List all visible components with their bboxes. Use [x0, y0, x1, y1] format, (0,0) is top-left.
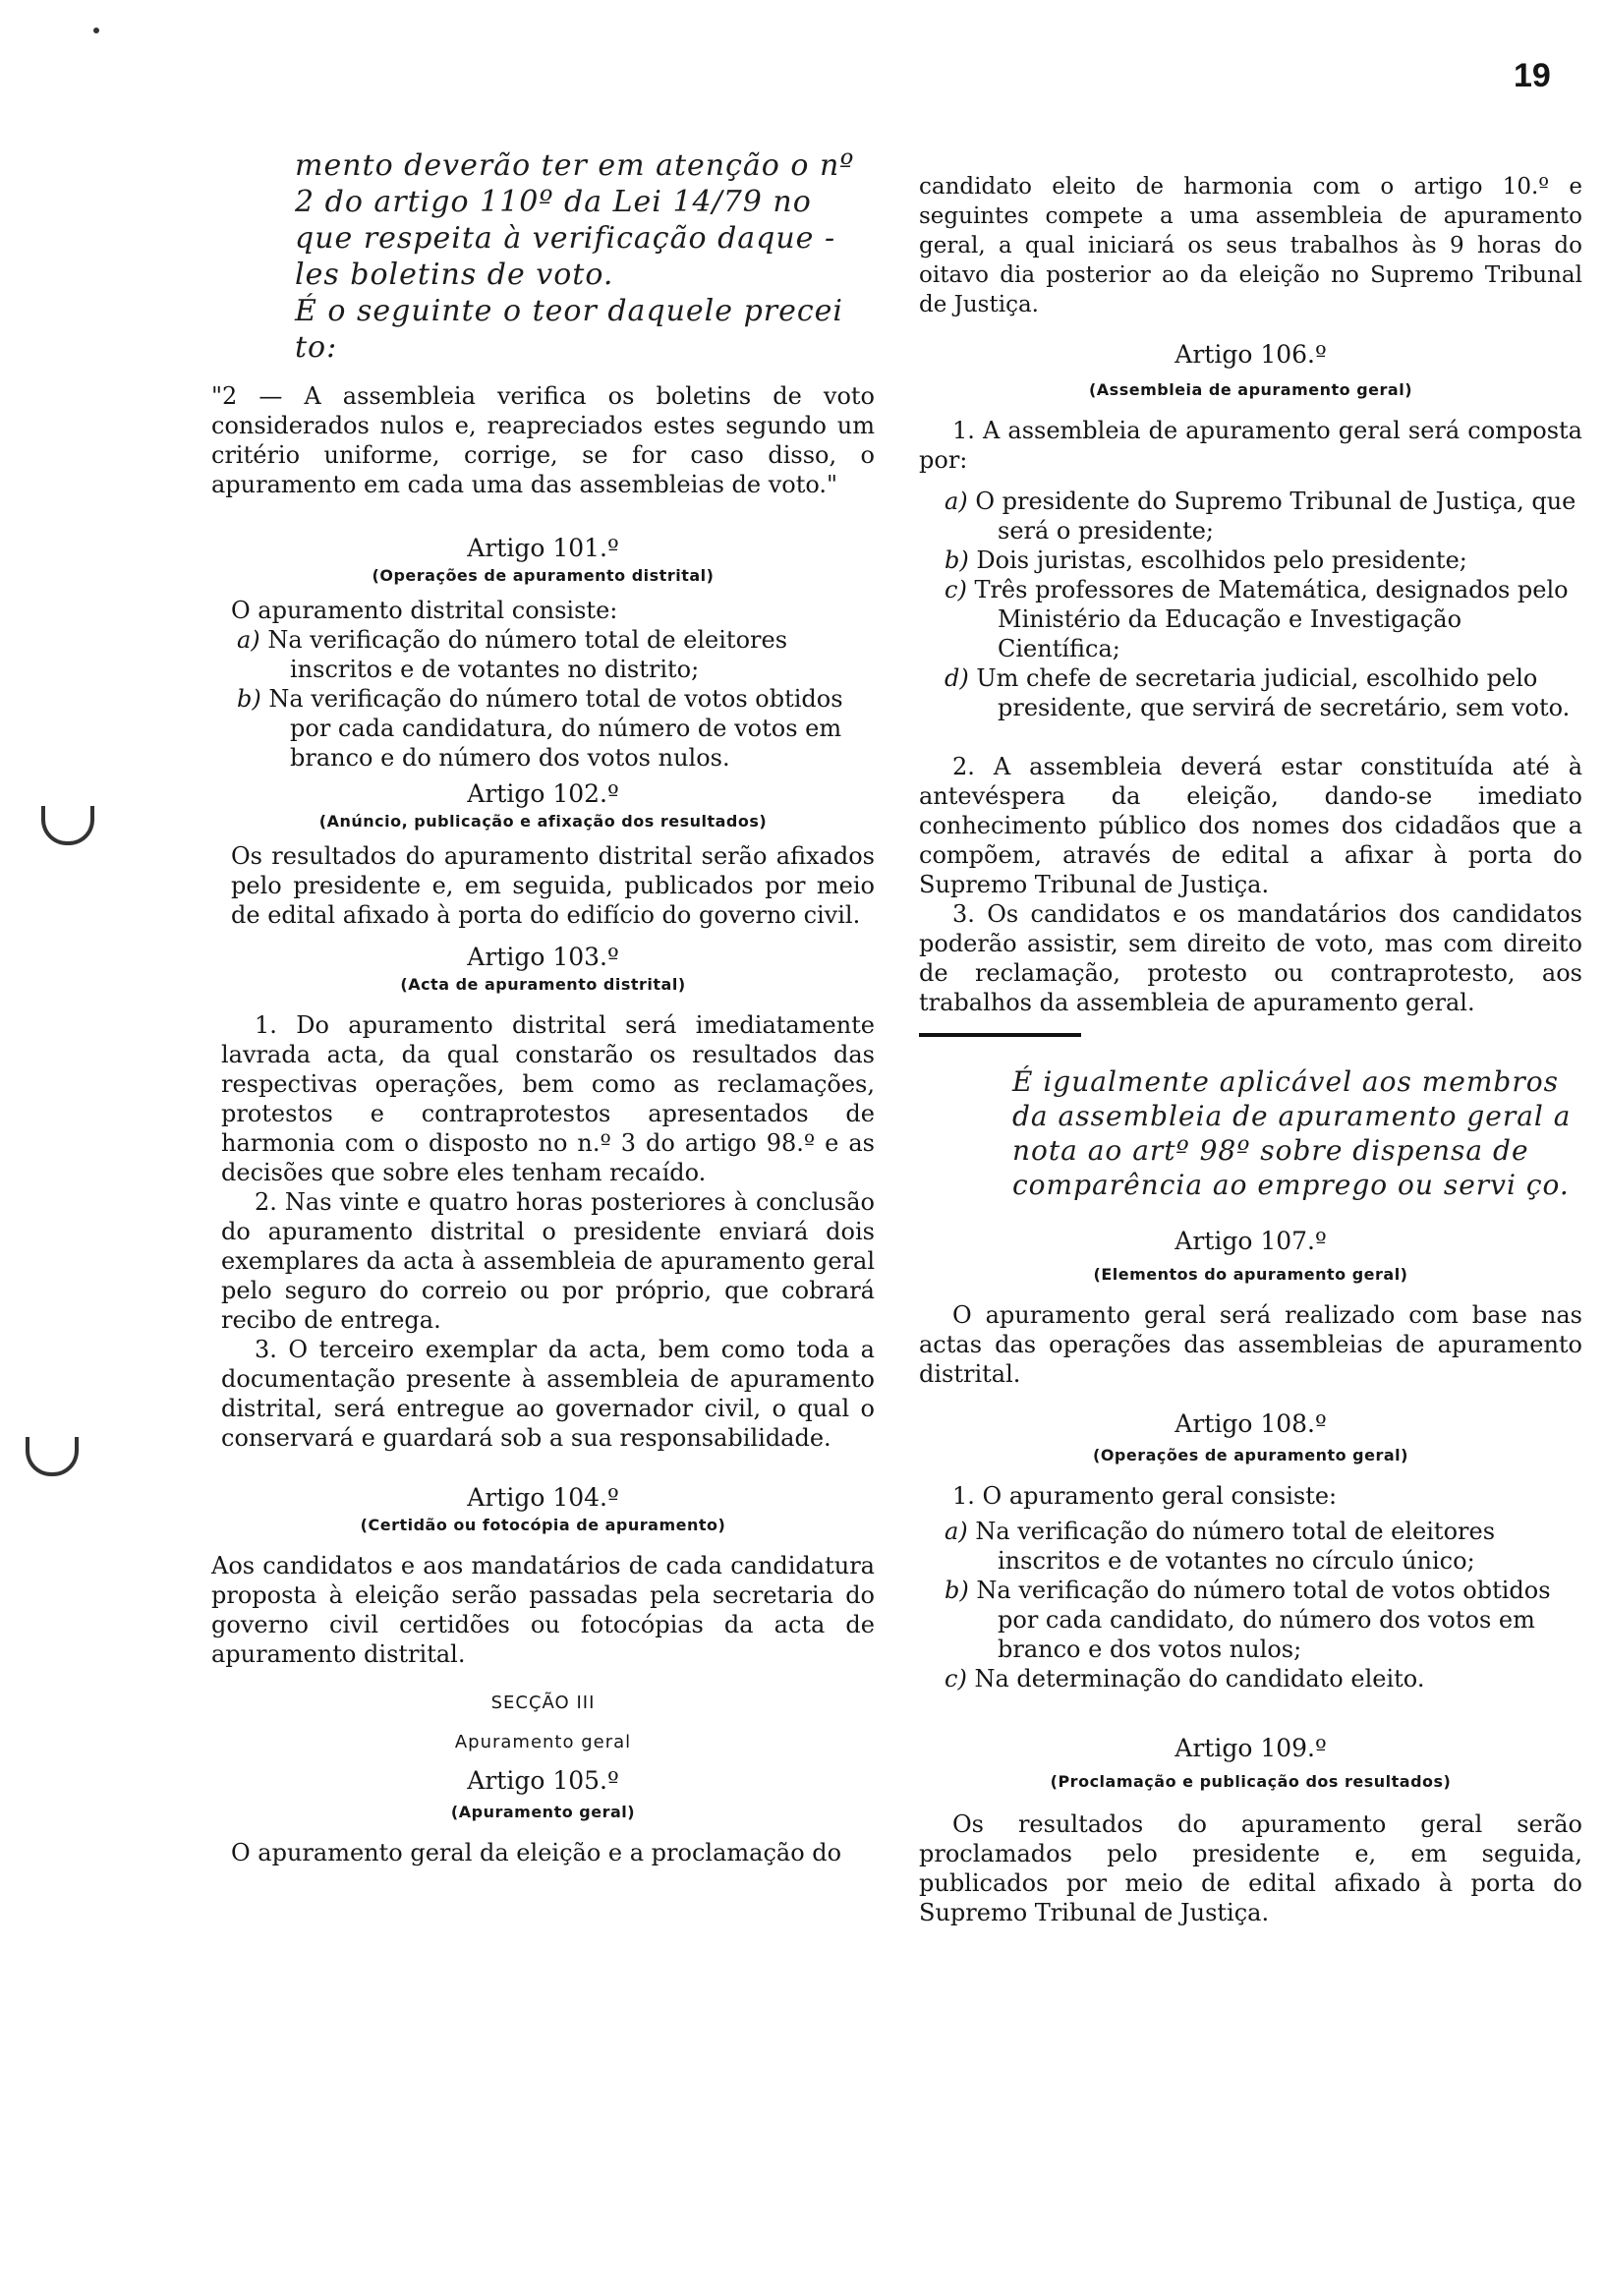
list-item — [919, 1576, 1582, 1664]
article-title: Artigo 102.º — [467, 779, 619, 808]
list-item-text: Na verificação do número total de votos obtidos por cada candidatura, do número de votos em branco e do número dos votos nulos. — [268, 685, 843, 772]
list-label: a) — [945, 1518, 968, 1545]
article-subtitle: (Certidão ou fotocópia de apuramento) — [360, 1516, 726, 1534]
article-subtitle: (Operações de apuramento distrital) — [372, 566, 715, 585]
list-label: a) — [237, 626, 260, 654]
article-paragraph: 1. Do apuramento distrital será imediatamente lavrada acta, da qual constarão os resultados das respectivas operações, bem como as reclamações, protestos e contraprotestos apresentados de harmonia com o disposto no n.º 3 do artigo 98.º e as decisões que sobre eles tenham recaído. — [221, 1011, 875, 1186]
list-label: a) — [945, 488, 968, 515]
list-label: c) — [945, 1665, 967, 1693]
article-subtitle: (Proclamação e publicação dos resultados) — [1050, 1772, 1452, 1791]
list-label: b) — [945, 1577, 969, 1604]
article-title: Artigo 107.º — [1174, 1227, 1327, 1255]
article-title: Artigo 109.º — [1174, 1734, 1327, 1762]
list-label: b) — [237, 685, 261, 713]
punch-hole-mark — [26, 1437, 79, 1476]
article-paragraph: 2. A assembleia deverá estar constituída até à antevéspera da eleição, dando-se imediato conhecimento público dos nomes dos cidadãos que a compõem, através de edital a afixar à porta do Supremo Tribunal de Justiça. — [919, 753, 1582, 898]
article-subtitle: (Assembleia de apuramento geral) — [1088, 380, 1413, 399]
article-text: O apuramento geral será realizado com base nas actas das operações das assembleias de apuramento distrital. — [919, 1301, 1582, 1388]
list-item-text: Na determinação do candidato eleito. — [974, 1665, 1425, 1693]
list-item — [211, 625, 875, 684]
article-title: Artigo 108.º — [1174, 1409, 1327, 1438]
article-title: Artigo 105.º — [467, 1766, 619, 1795]
list-item-text: Na verificação do número total de votos obtidos por cada candidato, do número dos votos em branco e dos votos nulos; — [976, 1577, 1551, 1663]
list-label: d) — [945, 664, 969, 692]
list-item — [919, 1517, 1582, 1576]
right-column — [919, 172, 1582, 1927]
article-paragraph: 3. O terceiro exemplar da acta, bem como toda a documentação presente à assembleia de apuramento distrital, será entregue ao governador civil, o qual o conservará e guardará sob a sua responsabilidade. — [221, 1336, 875, 1452]
list-item — [919, 1664, 1582, 1693]
list-item-text: Um chefe de secretaria judicial, escolhido pelo presidente, que servirá de secretário, sem voto. — [976, 664, 1571, 721]
article-title: Artigo 101.º — [467, 534, 619, 562]
section-title: Apuramento geral — [454, 1732, 632, 1752]
list-label: c) — [945, 576, 967, 603]
article-text: Os resultados do apuramento geral serão proclamados pelo presidente e, em seguida, publicados por meio de edital afixado à porta do Supremo Tribunal de Justiça. — [919, 1810, 1582, 1926]
article-subtitle: (Acta de apuramento distrital) — [400, 975, 686, 994]
list-item-text: Na verificação do número total de eleitores inscritos e de votantes no círculo único; — [975, 1518, 1496, 1575]
list-item-text: Três professores de Matemática, designados pelo Ministério da Educação e Investigação Científica; — [974, 576, 1569, 662]
handwritten-note: É o seguinte o teor daquele precei to: — [295, 294, 844, 365]
article-title: Artigo 106.º — [1174, 340, 1327, 369]
article-subtitle: (Elementos do apuramento geral) — [1093, 1265, 1408, 1284]
page-number: 19 — [1514, 57, 1551, 94]
article-title: Artigo 103.º — [467, 943, 619, 971]
article-paragraph: 2. Nas vinte e quatro horas posteriores à conclusão do apuramento distrital o presidente enviará dois exemplares da acta à assembleia de apuramento geral pelo seguro do correio ou por próprio, que cobrará recibo de entrega. — [221, 1188, 875, 1334]
list-item — [919, 545, 1582, 575]
article-title: Artigo 104.º — [467, 1483, 619, 1512]
list-item — [211, 684, 875, 773]
handwritten-note: mento deverão ter em atenção o nº 2 do artigo 110º da Lei 14/79 no que respeita à verificação daque - les boletins de voto. — [295, 148, 855, 292]
quoted-provision: "2 — A assembleia verifica os boletins de voto considerados nulos e, reapreciados estes segundo um critério uniforme, corrige, se for caso disso, o apuramento em cada uma das assembleias de voto." — [211, 382, 875, 498]
article-subtitle: (Anúncio, publicação e afixação dos resultados) — [318, 812, 768, 831]
article-text: Aos candidatos e aos mandatários de cada candidatura proposta à eleição serão passadas pela secretaria do governo civil certidões ou fotocópias da acta de apuramento distrital. — [211, 1552, 875, 1668]
article-text: 1. O apuramento geral consiste: — [952, 1482, 1338, 1510]
list-item — [919, 663, 1582, 722]
article-text-continued: candidato eleito de harmonia com o artigo 10.º e seguintes compete a uma assembleia de apuramento geral, a qual iniciará os seus trabalhos às 9 horas do oitavo dia posterior ao da eleição no Supremo Tribunal de Justiça. — [919, 174, 1582, 317]
article-subtitle: (Apuramento geral) — [450, 1803, 636, 1821]
article-text: O apuramento distrital consiste: — [231, 597, 618, 624]
list-label: b) — [945, 546, 969, 574]
article-subtitle: (Operações de apuramento geral) — [1093, 1446, 1408, 1464]
list-item-text: Na verificação do número total de eleitores inscritos e de votantes no distrito; — [267, 626, 788, 683]
article-text: O apuramento geral da eleição e a proclamação do — [231, 1839, 842, 1866]
list-item-text: O presidente do Supremo Tribunal de Justiça, que será o presidente; — [975, 488, 1576, 545]
section-heading: SECÇÃO III — [490, 1693, 596, 1713]
article-paragraph: 1. A assembleia de apuramento geral será composta por: — [919, 417, 1582, 474]
article-text: Os resultados do apuramento distrital serão afixados pelo presidente e, em seguida, publicados por meio de edital afixado à porta do edifício do governo civil. — [231, 842, 875, 929]
list-item-text: Dois juristas, escolhidos pelo presidente; — [976, 546, 1467, 574]
scan-speck — [93, 28, 99, 33]
article-paragraph: 3. Os candidatos e os mandatários dos candidatos poderão assistir, sem direito de voto, mas com direito de reclamação, protesto ou contraprotesto, aos trabalhos da assembleia de apuramento geral. — [919, 900, 1582, 1016]
left-column — [211, 147, 875, 1867]
list-item — [919, 487, 1582, 545]
punch-hole-mark — [41, 806, 94, 845]
list-item — [919, 575, 1582, 663]
handwritten-note: É igualmente aplicável aos membros da assembleia de apuramento geral a nota ao artº 98º sobre dispensa de comparência ao emprego ou servi ço. — [1012, 1065, 1572, 1201]
